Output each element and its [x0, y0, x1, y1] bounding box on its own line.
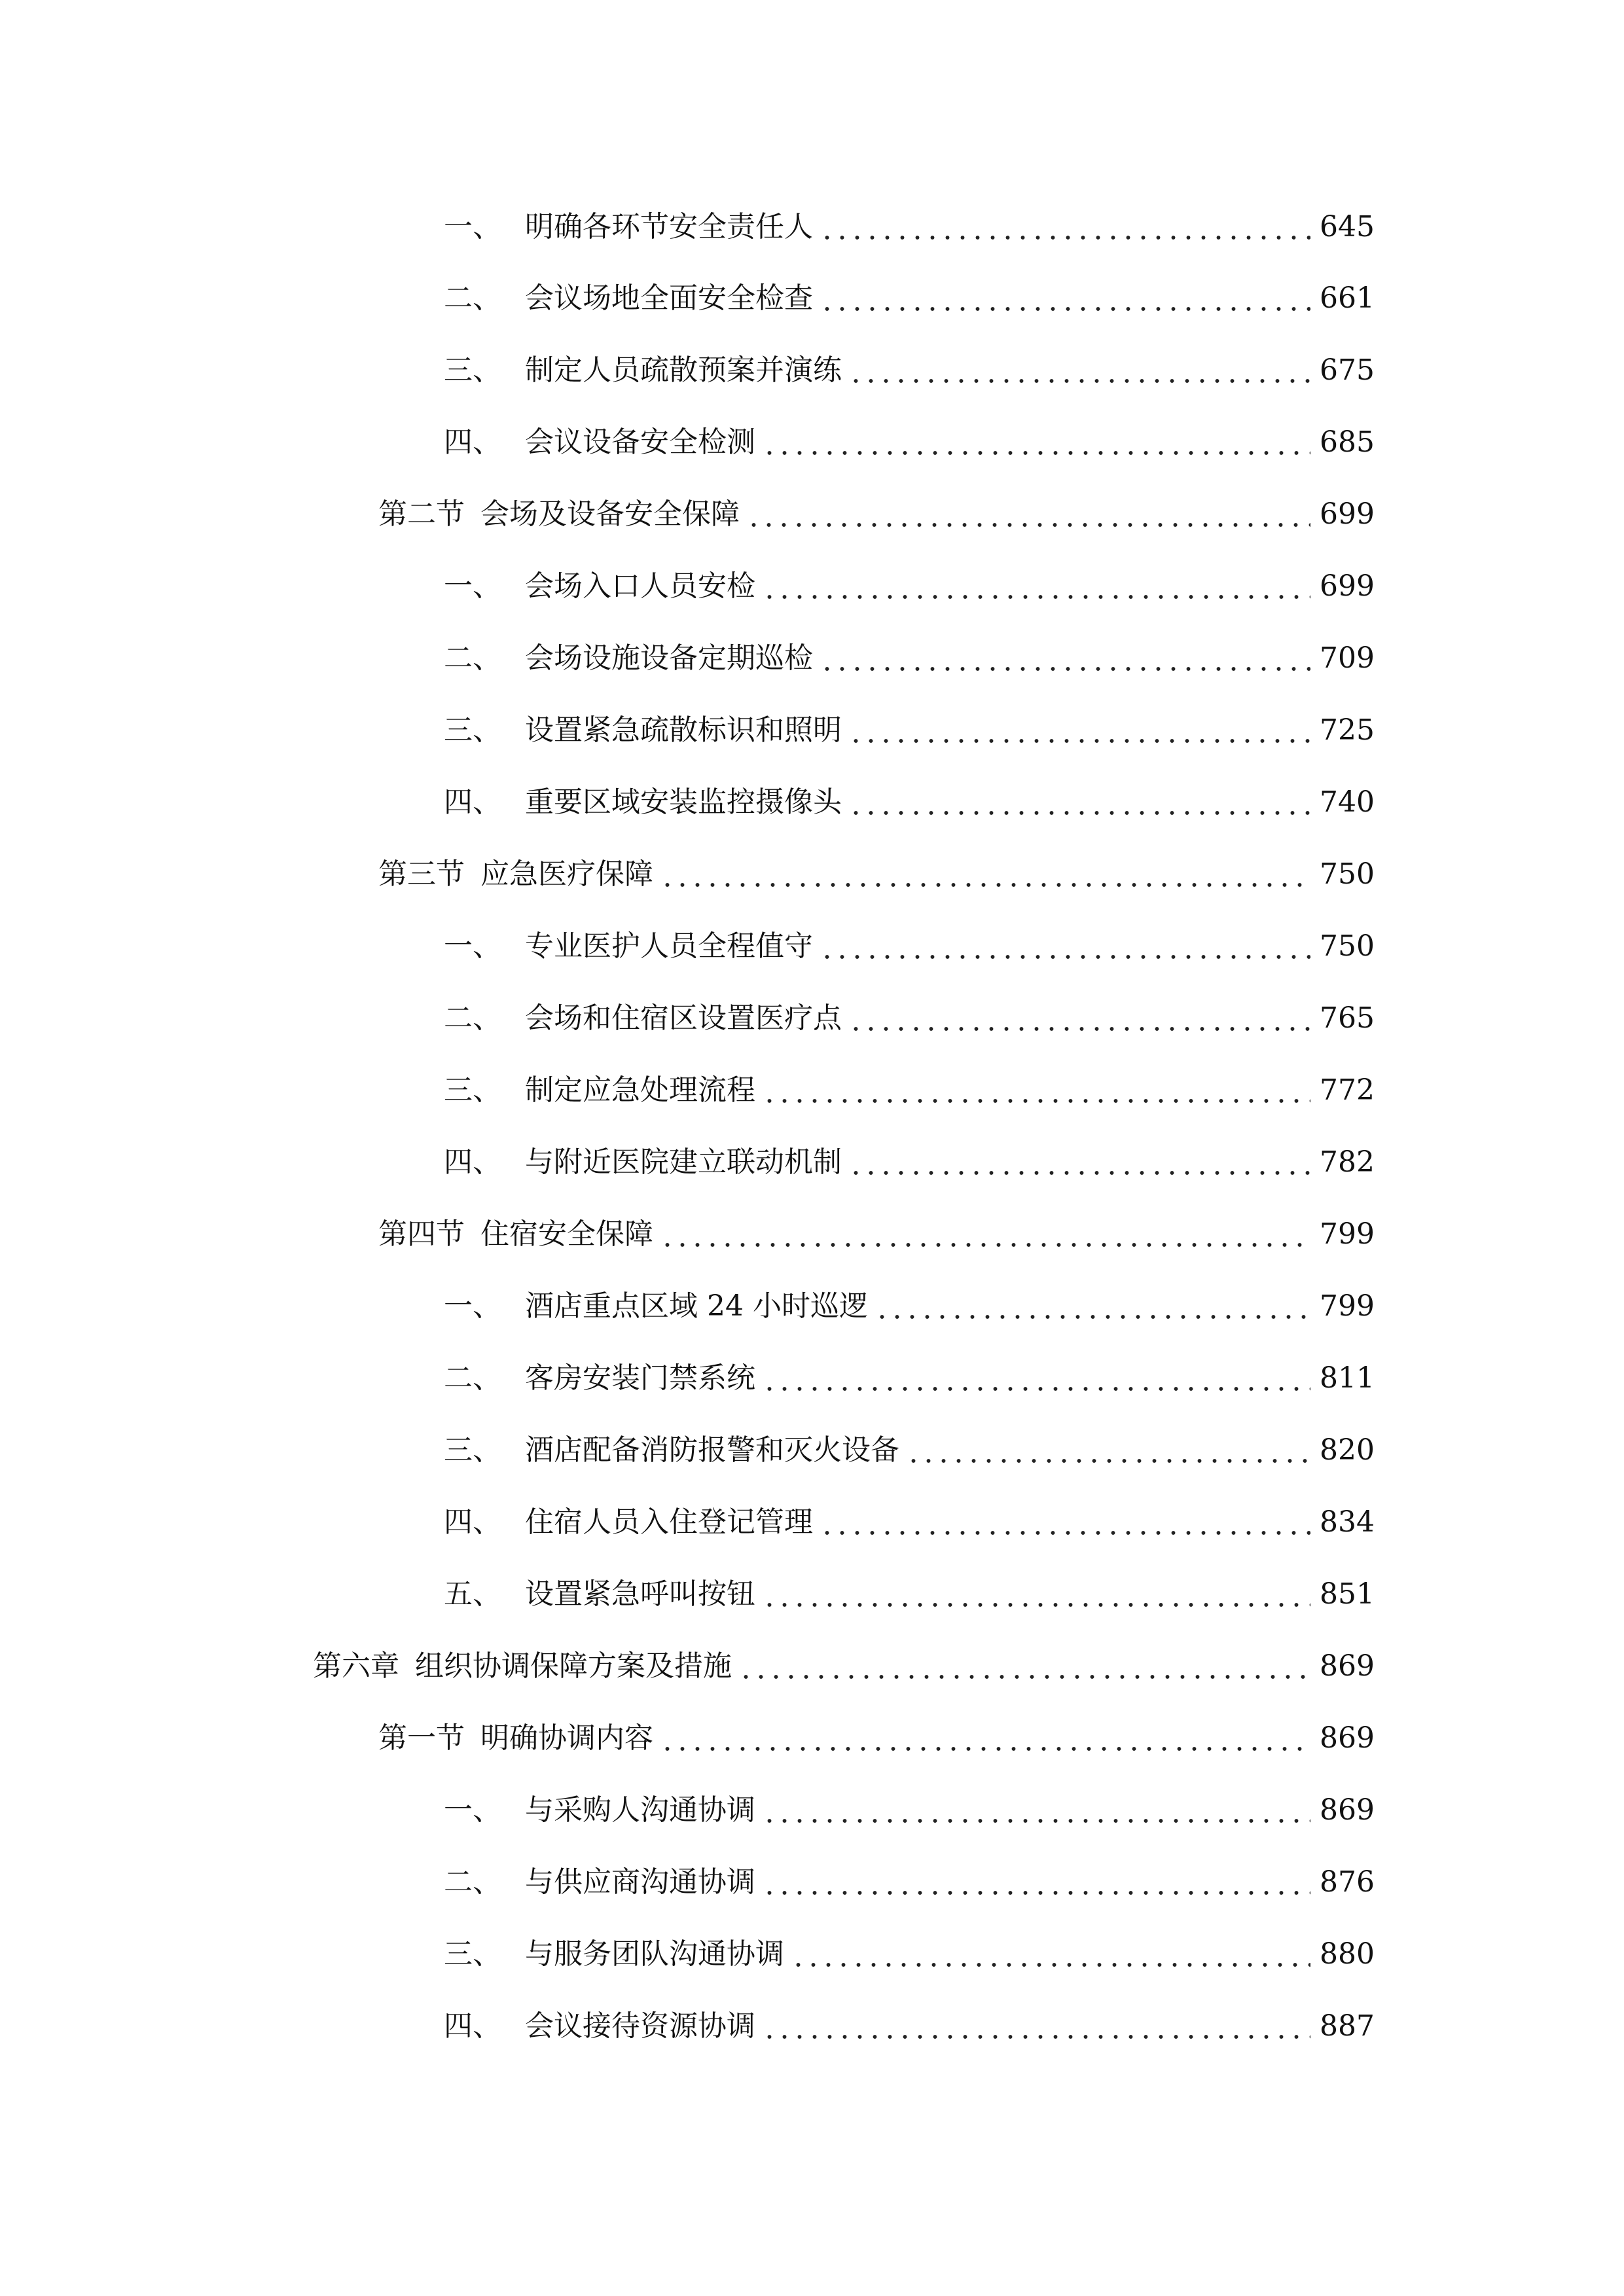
entry-title: 会场和住宿区设置医疗点 [525, 1001, 842, 1035]
toc-entry[interactable] [444, 272, 1375, 325]
entry-page-number: 834 [1320, 1505, 1375, 1539]
toc-entry[interactable] [444, 1856, 1375, 1909]
dot-leader [762, 1603, 1310, 1607]
dot-leader [820, 307, 1310, 311]
toc-entry[interactable] [444, 201, 1375, 253]
toc-entry[interactable] [444, 416, 1375, 469]
dot-leader [746, 523, 1310, 527]
entry-page-number: 699 [1320, 569, 1375, 603]
entry-page-number: 765 [1320, 1001, 1375, 1035]
entry-title: 制定应急处理流程 [525, 1073, 755, 1107]
entry-label [444, 1793, 755, 1827]
entry-page-number: 709 [1320, 641, 1375, 675]
entry-label [378, 857, 653, 891]
dot-leader [848, 811, 1310, 815]
entry-number: 一、 [444, 569, 501, 603]
dot-leader [762, 2035, 1310, 2039]
dot-leader [906, 1459, 1310, 1463]
dot-leader [738, 1675, 1310, 1679]
toc-entry[interactable] [444, 2000, 1375, 2053]
dot-leader [848, 1171, 1310, 1175]
entry-label [444, 425, 755, 459]
entry-title: 与供应商沟通协调 [525, 1865, 755, 1899]
entry-label [313, 1649, 732, 1683]
dot-leader [660, 1747, 1310, 1751]
entry-number: 二、 [444, 1361, 501, 1395]
entry-number: 一、 [444, 210, 501, 243]
toc-entry[interactable] [444, 632, 1375, 685]
entry-page-number: 811 [1320, 1361, 1375, 1395]
entry-title: 酒店配备消防报警和灭火设备 [525, 1433, 899, 1467]
toc-entry-section[interactable] [378, 488, 1375, 541]
entry-page-number: 799 [1320, 1217, 1375, 1251]
entry-title: 明确各环节安全责任人 [525, 210, 813, 243]
entry-page-number: 750 [1320, 929, 1375, 963]
entry-number: 五、 [444, 1577, 501, 1611]
toc-entry[interactable] [444, 920, 1375, 973]
entry-label [378, 1217, 653, 1251]
toc-entry[interactable] [444, 1352, 1375, 1405]
entry-title: 住宿安全保障 [480, 1217, 653, 1251]
entry-title: 应急医疗保障 [480, 857, 653, 891]
entry-label [444, 569, 755, 603]
entry-number: 四、 [444, 1145, 501, 1179]
dot-leader [848, 739, 1310, 743]
entry-page-number: 876 [1320, 1865, 1375, 1899]
entry-number: 第三节 [378, 857, 465, 891]
dot-leader [762, 1891, 1310, 1895]
entry-number: 四、 [444, 1505, 501, 1539]
dot-leader [762, 451, 1310, 455]
entry-number: 四、 [444, 425, 501, 459]
entry-number: 第四节 [378, 1217, 465, 1251]
entry-page-number: 869 [1320, 1793, 1375, 1827]
entry-number: 第一节 [378, 1721, 465, 1755]
dot-leader [820, 955, 1310, 959]
entry-page-number: 887 [1320, 2009, 1375, 2043]
dot-leader [820, 1531, 1310, 1535]
entry-number: 二、 [444, 281, 501, 315]
entry-number: 第六章 [313, 1649, 399, 1683]
entry-number: 三、 [444, 1433, 501, 1467]
entry-number: 三、 [444, 713, 501, 747]
toc-entry[interactable] [444, 704, 1375, 757]
entry-number: 三、 [444, 353, 501, 387]
toc-entry[interactable] [444, 1928, 1375, 1981]
toc-entry[interactable] [444, 1136, 1375, 1189]
entry-number: 三、 [444, 1073, 501, 1107]
toc-entry[interactable] [444, 1280, 1375, 1333]
dot-leader [762, 1387, 1310, 1391]
entry-number: 第二节 [378, 497, 465, 531]
dot-leader [875, 1315, 1310, 1319]
toc-entry[interactable] [444, 992, 1375, 1045]
entry-title: 客房安装门禁系统 [525, 1361, 755, 1395]
entry-label [444, 1433, 899, 1467]
dot-leader [820, 667, 1310, 671]
entry-page-number: 699 [1320, 497, 1375, 531]
entry-title: 设置紧急疏散标识和照明 [525, 713, 842, 747]
entry-number: 四、 [444, 2009, 501, 2043]
entry-number: 一、 [444, 1289, 501, 1323]
entry-title: 会议设备安全检测 [525, 425, 755, 459]
dot-leader [820, 236, 1310, 240]
entry-page-number: 750 [1320, 857, 1375, 891]
toc-entry[interactable] [444, 560, 1375, 613]
entry-number: 四、 [444, 785, 501, 819]
entry-page-number: 820 [1320, 1433, 1375, 1467]
dot-leader [762, 595, 1310, 599]
entry-number: 三、 [444, 1937, 501, 1971]
entry-label [444, 353, 842, 387]
entry-number: 二、 [444, 641, 501, 675]
entry-label [444, 210, 813, 243]
entry-title: 设置紧急呼叫按钮 [525, 1577, 755, 1611]
entry-title: 重要区域安装监控摄像头 [525, 785, 842, 819]
entry-title: 与附近医院建立联动机制 [525, 1145, 842, 1179]
toc-entry[interactable] [444, 344, 1375, 397]
entry-label [378, 497, 740, 531]
entry-title: 组织协调保障方案及措施 [415, 1649, 732, 1683]
entry-label [444, 1865, 755, 1899]
entry-label [444, 1361, 755, 1395]
dot-leader [848, 379, 1310, 383]
entry-title: 酒店重点区域 24 小时巡逻 [525, 1289, 868, 1323]
entry-page-number: 645 [1320, 210, 1375, 243]
entry-number: 一、 [444, 929, 501, 963]
toc-entry[interactable] [444, 1496, 1375, 1549]
entry-label [444, 1577, 755, 1611]
entry-page-number: 725 [1320, 713, 1375, 747]
dot-leader [762, 1099, 1310, 1103]
entry-page-number: 869 [1320, 1649, 1375, 1683]
toc-entry[interactable] [444, 1784, 1375, 1837]
toc-entry[interactable] [444, 776, 1375, 829]
entry-label [444, 929, 813, 963]
entry-label [444, 1289, 868, 1323]
toc-entry[interactable] [444, 1064, 1375, 1117]
entry-title: 会议接待资源协调 [525, 2009, 755, 2043]
entry-page-number: 772 [1320, 1073, 1375, 1107]
entry-page-number: 661 [1320, 281, 1375, 315]
entry-title: 会议场地全面安全检查 [525, 281, 813, 315]
dot-leader [660, 883, 1310, 887]
entry-number: 一、 [444, 1793, 501, 1827]
entry-label [444, 1001, 842, 1035]
entry-title: 明确协调内容 [480, 1721, 653, 1755]
toc-entry-section[interactable] [378, 848, 1375, 901]
entry-number: 二、 [444, 1001, 501, 1035]
entry-page-number: 799 [1320, 1289, 1375, 1323]
entry-title: 住宿人员入住登记管理 [525, 1505, 813, 1539]
entry-page-number: 675 [1320, 353, 1375, 387]
entry-label [444, 1145, 842, 1179]
toc-entry-chapter[interactable] [313, 1640, 1375, 1693]
dot-leader [660, 1243, 1310, 1247]
entry-label [378, 1721, 653, 1755]
entry-label [444, 713, 842, 747]
entry-label [444, 281, 813, 315]
entry-title: 与采购人沟通协调 [525, 1793, 755, 1827]
entry-title: 会场设施设备定期巡检 [525, 641, 813, 675]
entry-title: 专业医护人员全程值守 [525, 929, 813, 963]
entry-label [444, 785, 842, 819]
entry-page-number: 782 [1320, 1145, 1375, 1179]
entry-page-number: 880 [1320, 1937, 1375, 1971]
entry-number: 二、 [444, 1865, 501, 1899]
entry-title: 制定人员疏散预案并演练 [525, 353, 842, 387]
entry-page-number: 740 [1320, 785, 1375, 819]
toc-entry-section[interactable] [378, 1208, 1375, 1261]
entry-page-number: 869 [1320, 1721, 1375, 1755]
entry-label [444, 641, 813, 675]
toc-entry[interactable] [444, 1424, 1375, 1477]
entry-label [444, 1073, 755, 1107]
toc-entry[interactable] [444, 1568, 1375, 1621]
entry-label [444, 1937, 784, 1971]
entry-label [444, 2009, 755, 2043]
dot-leader [791, 1963, 1310, 1967]
entry-label [444, 1505, 813, 1539]
dot-leader [762, 1819, 1310, 1823]
entry-page-number: 685 [1320, 425, 1375, 459]
toc-entry-section[interactable] [378, 1712, 1375, 1765]
entry-title: 会场入口人员安检 [525, 569, 755, 603]
entry-page-number: 851 [1320, 1577, 1375, 1611]
dot-leader [848, 1027, 1310, 1031]
entry-title: 与服务团队沟通协调 [525, 1937, 784, 1971]
entry-title: 会场及设备安全保障 [480, 497, 740, 531]
